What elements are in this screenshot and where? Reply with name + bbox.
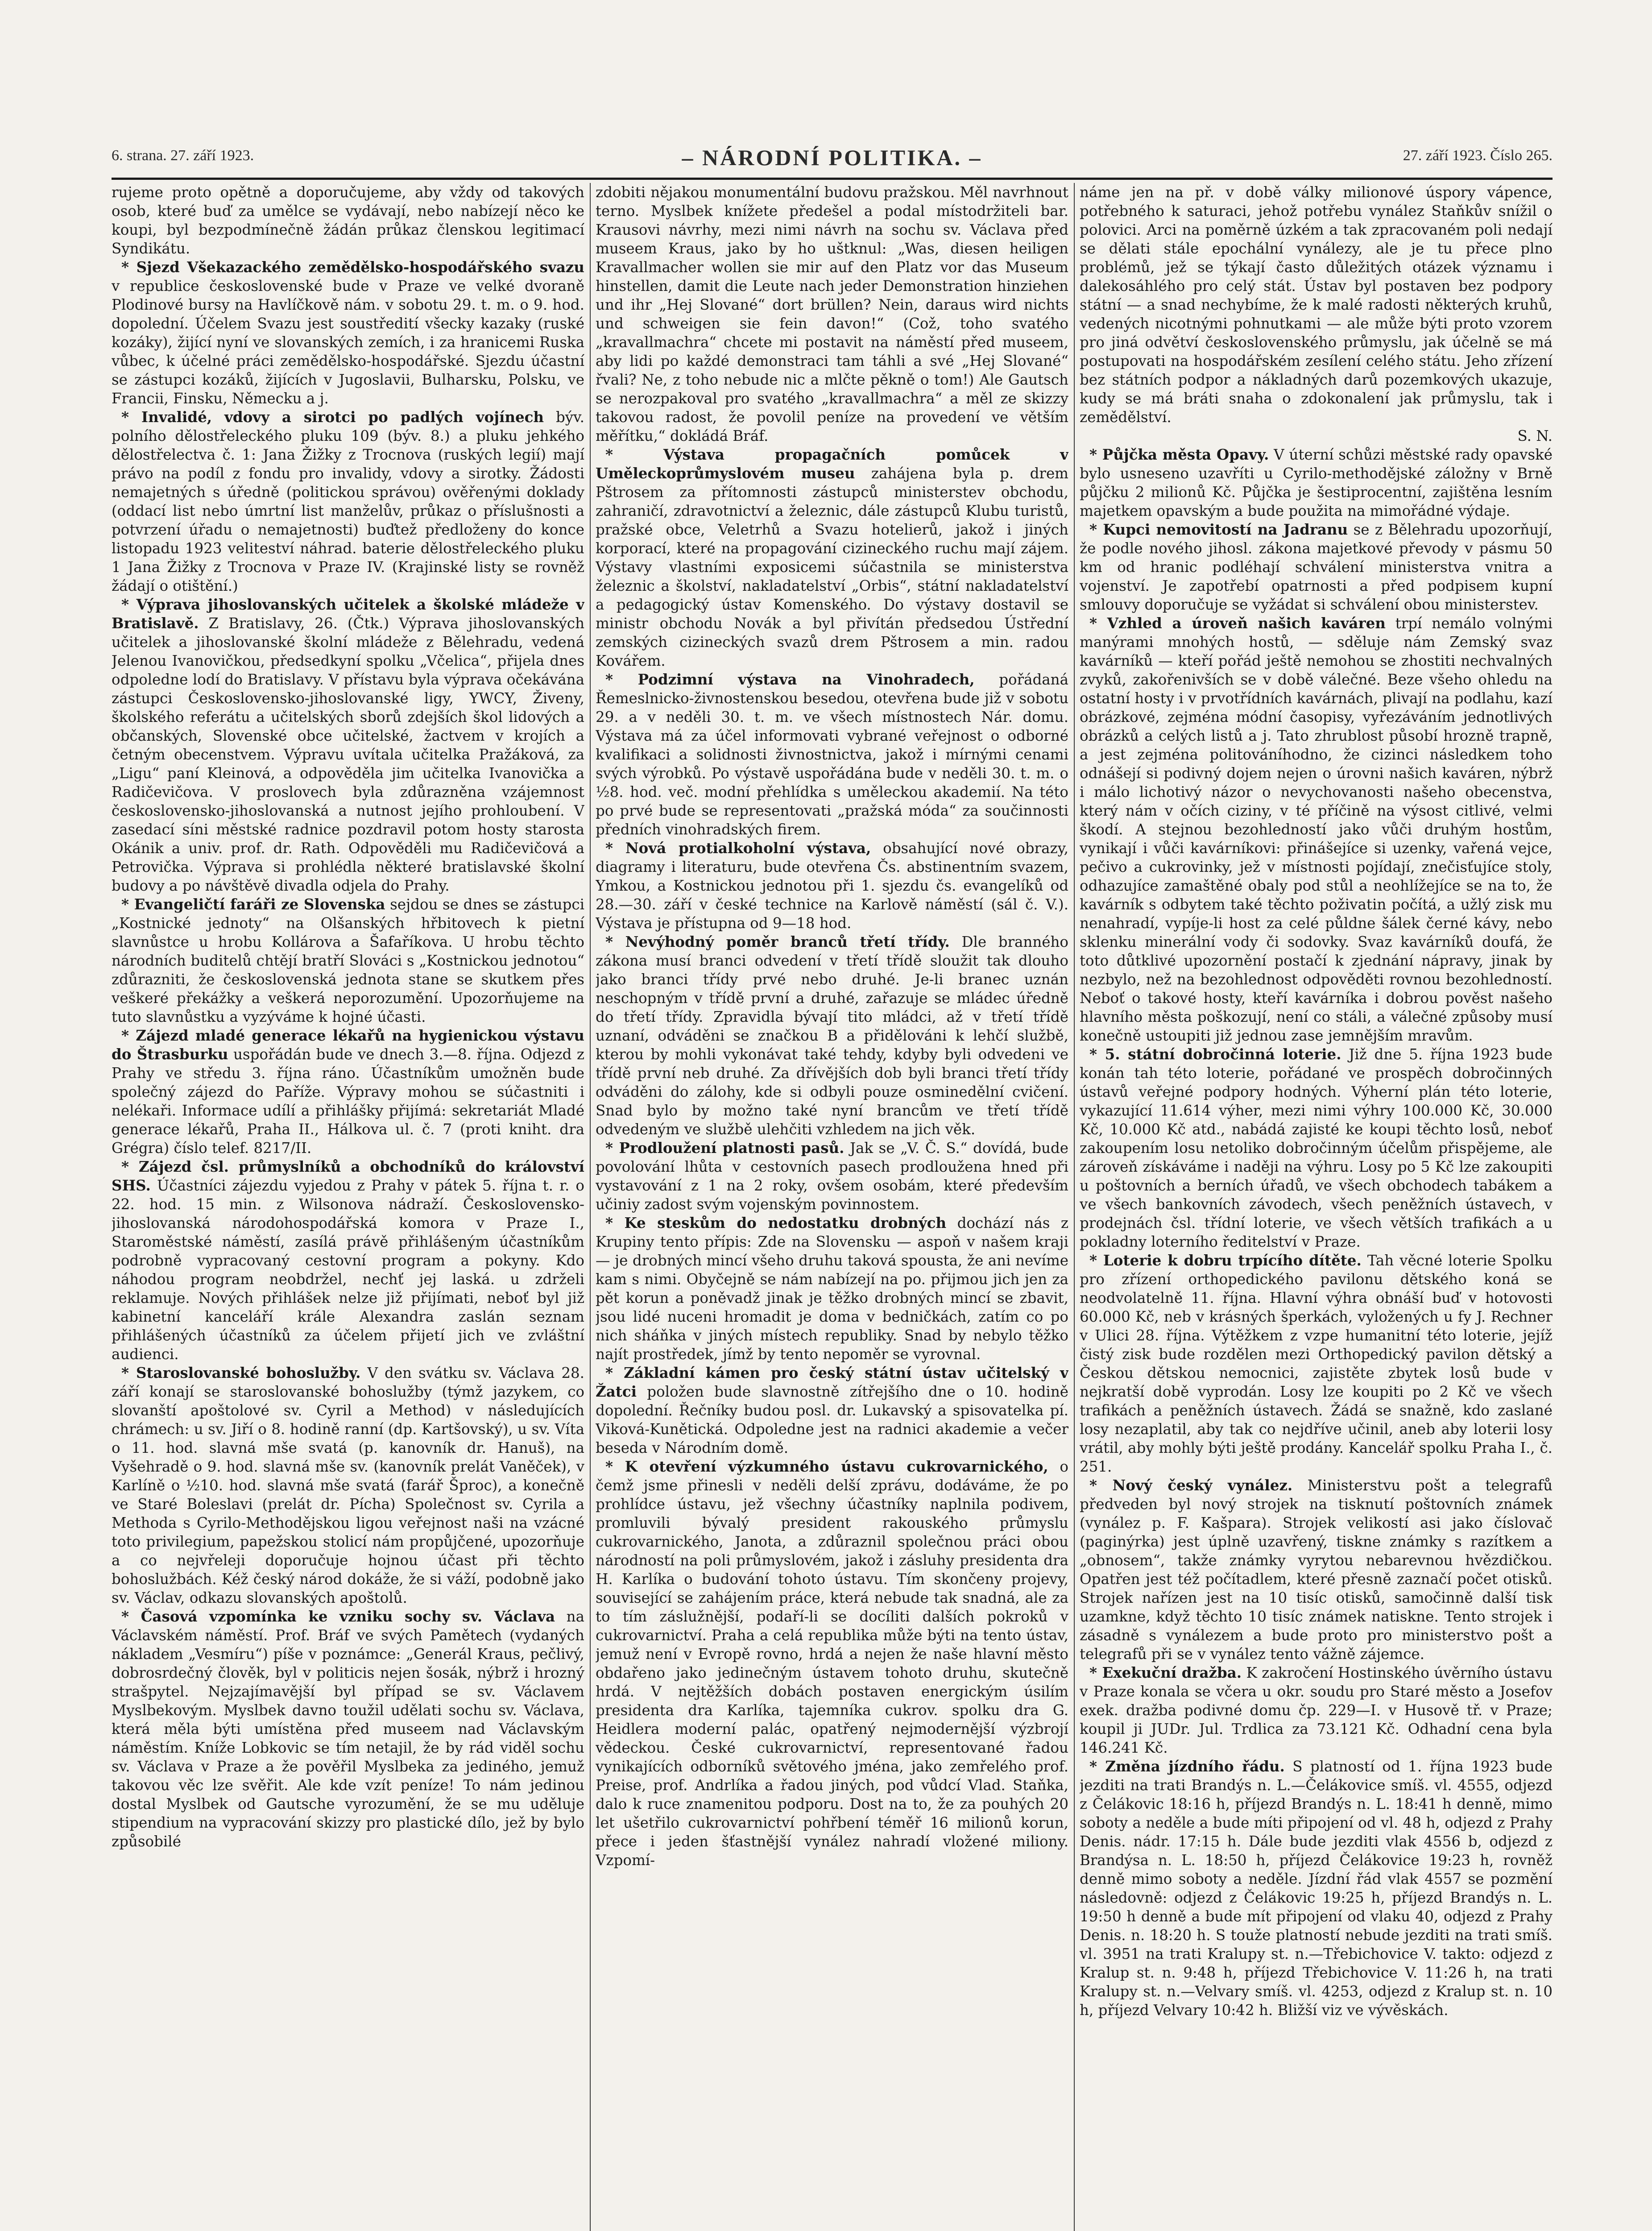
article-paragraph bbox=[596, 1457, 1068, 1870]
article-headline: Nový český vynález. bbox=[1112, 1476, 1293, 1494]
article-text: obsahující nové obrazy, diagramy i literaturu, bude otevřena Čs. abstinentním svazem, Ymkou, a Kostnickou jednotou při 1. sjezdu čs. evangelíků od 28.—30. září v české technice na Karlově náměstí (sál č. V.). Výstava je přístupna od 9—18 hod. bbox=[596, 840, 1068, 932]
bullet-mark: * bbox=[1089, 521, 1103, 538]
article-headline: Nevýhodný poměr branců třetí třídy. bbox=[625, 933, 950, 950]
bullet-mark: * bbox=[1089, 614, 1107, 632]
article-text: náme jen na př. v době války milionové úspory vápence, potřebného k saturaci, jehož potřebu vynález Staňkův snížil o polovici. Arci na poměrně úzkém a tak zpracovaném poli nedají se dělati stále epochální vynálezy, ale je tu přece plno problémů, jež se týkají často důležitých otázek významu i dalekosáhlého pro celý stát. Ústav byl postaven bez podpory státní — a snad nechybíme, že k malé radosti některých kruhů, vedených nicotnými pohnutkami — ale může býti proto vzorem pro jiná odvětví československého průmyslu, jak účelně se má postupovati na hospodářském zesílení celého státu. Jeho zřízení bez státních podpor a nákladných darů pozemkových ukazuje, kudy se má bráti snaha o zdokonalení jak průmyslu, tak i zemědělství. bbox=[1080, 184, 1553, 426]
article-paragraph bbox=[112, 1157, 584, 1364]
article-text: býv. polního dělostřeleckého pluku 109 (býv. 8.) a pluku jehkého dělostřelectva č. 1: Jana Žižky z Trocnova (ruských legií) mají právo na podíl z fondu pro invalidy, vdovy a sirotky. Žádosti nemajetných s úředně (politickou správou) ověřenými doklady (oddací list nebo úmrtní list manželův, průkaz o příslušnosti a potvrzení úřadu o nemajetnosti) buďtež předloženy do konce listopadu 1923 veliteství náhrad. baterie dělostřeleckého pluku 1 Jana Žižky z Trocnova v Praze IV. (Krajinské listy se rovněž žádají o otištění.) bbox=[112, 409, 584, 594]
article-text: o čemž jsme přinesli v neděli delší zprávu, dodáváme, že po prohlídce ústavu, jež všechny účastníky naplnila podivem, promluvili bývalý president rakouského průmyslu cukrovarnického, Janota, a zdůraznil společnou práci obou národností na poli průmyslovém, jakož i zásluhy presidenta dra H. Karlíka o budování tohoto ústavu. Tím skončeny projevy, související se zahájením práce, která nebude tak snadná, ale za to tím záslužnější, podaří-li se docíliti dalších pokroků v cukrovarnictví. Praha a celá republika může býti na tento ústav, jemuž není v Evropě rovno, hrdá a nejen že naše hlavní město obdařeno jako jedinečným ústavem tohoto druhu, skutečně hrdá. V nejtěžších dobách postaven energickým úsilím presidenta dra Karlíka, tajemníka cukrov. spolku dra G. Heidlera moderní palác, opatřený nejmodernější výzbrojí vědeckou. České cukrovarnictví, representované řadou vynikajících odborníků světového jména, jako zemřelého prof. Preise, prof. Andrlíka a řadou jiných, pod vůdcí Vlad. Staňka, dalo k ruce znamenitou podporu. Dost na to, že za pouhých 20 let ušetřilo cukrovarnictví pohřbení téměř 16 milionů korun, přece i jeden šťastnější vynález nahradí vložené miliony. Vzpomí- bbox=[596, 1458, 1068, 1869]
bullet-mark: * bbox=[605, 1458, 625, 1475]
article-paragraph bbox=[112, 1026, 584, 1157]
article-headline: Prodloužení platnosti pasů. bbox=[619, 1139, 845, 1157]
bullet-mark: * bbox=[605, 839, 625, 857]
bullet-mark: * bbox=[605, 933, 625, 950]
article-headline: Zájezd čsl. průmyslníků a obchodníků do království SHS. bbox=[112, 1158, 584, 1194]
article-headline: Nová protialkoholní výstava, bbox=[625, 839, 871, 857]
article-text: Účastníci zájezdu vyjedou z Prahy v pátek 5. října t. r. o 22. hod. 15 min. z Wilsonova nádraží. Československo-jihoslovanská národohospodářská komora v Praze I., Staroměstské náměstí, zasílá právě přihlášeným účastníkům podrobně vypracovaný cestovní program a pokyny. Kdo náhodou program neobdržel, nechť jej laská. u zdrželi reklamuje. Nových přihlášek nelze již přijímati, neboť byl již kabinetní kanceláří krále Alexandra zaslán seznam přihlášených účastníků za účelem přijetí jich ve zvláštní audienci. bbox=[112, 1177, 584, 1363]
article-paragraph bbox=[1080, 614, 1553, 1045]
article-headline: K otevření výzkumného ústavu cukrovarnického, bbox=[625, 1458, 1048, 1475]
header-date-issue: 27. září 1923. Číslo 265. bbox=[1403, 147, 1553, 164]
article-headline: Změna jízdního řádu. bbox=[1105, 1758, 1285, 1775]
article-headline: Časová vzpomínka ke vzniku sochy sv. Václava bbox=[141, 1608, 555, 1625]
article-text: Z Bratislavy, 26. (Čtk.) Výprava jihoslovanských učitelek a jihoslovanské školní mládeže z Bělehradu, vedená Jelenou Ivanovičkou, předsedkyní spolku „Včelica“, přijela dnes odpoledne lodí do Bratislavy. V přístavu byla výprava očekávána zástupci Československo-jihoslovanské ligy, YWCY, Živeny, školského referátu a učitelských sborů zdejších škol lidových a občanských, Slovenské obce učitelské, žactvem v krojích a četným obecenstvem. Výpravu uvítala učitelka Pražáková, za „Ligu“ paní Kleinová, a odpověděla jim učitelka Ivanovička a Radičevičova. V proslovech byla zdůrazněna vzájemnost československo-jihoslovanská a nutnost jejího prohloubení. V zasedací síni městské radnice pozdravil potom hosty starosta Okánik a univ. prof. dr. Rath. Odpověděli mu Radičevičová a Petrovička. Výprava si prohlédla některé bratislavské školní budovy a po návštěvě divadla odjela do Prahy. bbox=[112, 615, 584, 894]
article-text: zahájena byla p. drem Pštrosem za přítomnosti zástupců ministerstev obchodu, zahraničí, zdravotnictví a železnic, dále zástupců Klubu turistů, pražské obce, Veletrhů a Svazu hotelierů, jakož i jiných korporací, které na propagování cizineckého ruchu mají zájem. Výstavy vlastními exposicemi súčastnila se ministerstva železnic a školství, nakladatelství „Orbis“, státní nakladatelství a pedagogický ústav Komenského. Do výstavy dostavil se ministr obchodu Novák a byl přivítán předsedou Ústřední zemských cizineckých svazů drem Pštrosem a min. radou Kovářem. bbox=[596, 465, 1068, 669]
article-headline: Staroslovanské bohoslužby. bbox=[136, 1364, 361, 1381]
article-headline: Invalidé, vdovy a sirotci po padlých vojínech bbox=[141, 408, 544, 426]
article-text: zdobiti nějakou monumentální budovu pražskou. Měl navrhnout terno. Myslbek knížete předešel a podal místodržiteli bar. Krausovi návrhy, mezi nimi návrh na sochu sv. Václava před museem Kraus, jako by ho uštknul: „Was, diesen heiligen Kravallmacher wollen sie mir auf den Platz vor das Museum hinstellen, damit die Leute nach jeder Demonstration hinziehen und ihr „Hej Slované“ dort brüllen? Nein, daraus wird nichts und schweigen sie fein davon!“ (Což, toho svatého „kravallmachra“ chcete mi postavit na náměstí před museem, aby lidi po každé demonstraci tam táhli a své „Hej Slované“ řvali? Ne, z toho nebude nic a mlčte pěkně o tom!) Ale Gautsch se nerozpakoval pro svatého „kravallmachra“ a měl ze skizzy takovou radost, že povolil peníze na provedení ve větším měřítku,“ dokládá Bráf. bbox=[596, 184, 1068, 444]
article-text: K zakročení Hostinského úvěrního ústavu v Praze konala se včera u okr. soudu pro Staré město a Josefov exek. dražba podivné domu čp. 229—I. v Husově tř. v Praze; koupil ji JUDr. Jul. Trdlica za 73.121 Kč. Odhadní cena byla 146.241 Kč. bbox=[1080, 1664, 1553, 1756]
article-paragraph bbox=[112, 408, 584, 595]
article-paragraph bbox=[1080, 1045, 1553, 1251]
article-text: se z Bělehradu upozorňují, že podle nového jihosl. zákona majetkové převody v pásmu 50 km od hranic podléhají schválení ministerstva vnitra a vojenství. Je zapotřebí opatrnosti a před podpisem kupní smlouvy doporučuje se vyžádat si schválení obou ministerstev. bbox=[1080, 521, 1553, 613]
article-paragraph bbox=[596, 1364, 1068, 1457]
article-paragraph bbox=[1080, 1663, 1553, 1757]
article-headline: Výprava jihoslovanských učitelek a školské mládeže v Bratislavě. bbox=[112, 596, 584, 632]
column-3 bbox=[1080, 183, 1553, 2231]
column-1 bbox=[112, 183, 584, 2231]
bullet-mark: * bbox=[605, 1139, 619, 1157]
header-rule bbox=[112, 178, 1553, 180]
bullet-mark: * bbox=[1089, 1476, 1113, 1494]
column-divider bbox=[590, 183, 591, 2231]
bullet-mark: * bbox=[121, 1027, 136, 1044]
bullet-mark: * bbox=[1089, 1045, 1105, 1063]
article-text: uspořádán bude ve dnech 3.—8. října. Odjezd z Prahy ve středu 3. října ráno. Účastníkům umožněn bude společný zájezd do Paříže. Výpravy mohou se súčastniti i nelékaři. Informace udílí a přihlášky přijímá: sekretariát Mladé generace lékařů, Praha II., Hálkova ul. č. 7 (proti kniht. dra Grégra) číslo telef. 8217/II. bbox=[112, 1046, 584, 1157]
article-text: Dle branného zákona musí branci odvedení v třetí třídě sloužit tak dlouho jako branci třídy prvé nebo druhé. Je-li branec uznán neschopným v třídě první a druhé, zařazuje se mládec úředně do třetí třídy. Zpravidla bývají tito mládci, až v třetí třídě uznaní, odváděni se značkou B a přidělováni k lehčí službě, kterou by mohli vykonávat také tehdy, kdyby byli odvedeni ve třídě první neb druhé. Za dřívějších dob byli branci třetí třídy odváděni do zálohy, kde si odbyli pouze osminedělní cvičení. Snad bylo by možno také nyní brancům ve třetí třídě odvedeným ve službě ulehčiti vzhledem na jich věk. bbox=[596, 933, 1068, 1138]
article-paragraph bbox=[1080, 183, 1553, 427]
article-text: V úterní schůzi městské rady opavské bylo usneseno uzavříti u Cyrilo-methodějské záložny v Brně půjčku 2 milionů Kč. Půjčka je šestiprocentní, zajištěna lesním majetkem opavským a bude použita na mimořádné výdaje. bbox=[1080, 446, 1553, 519]
article-paragraph bbox=[112, 183, 584, 258]
bullet-mark: * bbox=[121, 1158, 139, 1175]
article-headline: Vzhled a úroveň našich kaváren bbox=[1107, 614, 1386, 632]
article-paragraph bbox=[112, 895, 584, 1026]
header-page-date: 6. strana. 27. září 1923. bbox=[112, 147, 254, 164]
article-paragraph bbox=[1080, 520, 1553, 614]
article-paragraph bbox=[596, 839, 1068, 933]
article-text: pořádaná Řemeslnicko-živnostenskou besedou, otevřena bude již v sobotu 29. a v neděli 30. t. m. ve všech místnostech Nár. domu. Výstava má za účel informovati vybrané veřejnost o odborné kvalifikaci a solidnosti živnostnictva, jakož i mírnými cenami svých výrobků. Po výstavě uspořádána bude v neděli 30. t. m. o ½8. hod. več. modní přehlídka s uměleckou akademií. Na této po prvé bude se representovati „pražská móda“ za součinnosti předních vinohradských firem. bbox=[596, 671, 1068, 838]
article-signature: S. N. bbox=[1517, 427, 1553, 444]
article-text: rujeme proto opětně a doporučujeme, aby vždy od takových osob, které buď za umělce se vydávají, nebo nabízejí něco ke koupi, byl bezpodmínečně žádán průkaz členskou legitimací Syndikátu. bbox=[112, 184, 584, 257]
bullet-mark: * bbox=[605, 1364, 624, 1381]
article-text: Ministerstvu pošt a telegrafů předveden byl nový strojek na tisknutí poštovních známek (vynález p. F. Kašpara). Strojek velikostí asi jako číslovač (paginýrka) jest úplně uzavřený, tiskne známky s razítkem a „obnosem“, takže známky vyrytou nebarevnou hvězdičkou. Opatřen jest též počítadlem, které přesně zaznačí počet otisků. Strojek nařízen jest na 10 tisíc otisků, samočinně další tisk uzamkne, když těchto 10 tisíc známek natiskne. Tento strojek i zásadně s vynálezem a bude proto pro ministerstvo pošt a telegrafů při se v vynález tento vážně zájemce. bbox=[1080, 1477, 1553, 1663]
column-divider bbox=[1074, 183, 1075, 2231]
bullet-mark: * bbox=[1089, 446, 1102, 463]
article-paragraph bbox=[112, 258, 584, 408]
article-text: Jak se „V. Č. S.“ dovídá, bude povolování lhůta v cestovních pasech prodloužena hned při vystavování z 1 na 2 roky, ovšem osobám, které především učiniy zadost svým vojenským povinnostem. bbox=[596, 1140, 1068, 1213]
article-headline: Zájezd mladé generace lékařů na hygienickou výstavu do Štrasburku bbox=[112, 1027, 584, 1063]
bullet-mark: * bbox=[121, 1364, 137, 1381]
article-paragraph bbox=[596, 1139, 1068, 1214]
article-paragraph bbox=[112, 595, 584, 895]
article-headline: 5. státní dobročinná loterie. bbox=[1105, 1045, 1341, 1063]
article-paragraph bbox=[596, 1214, 1068, 1364]
article-paragraph bbox=[596, 933, 1068, 1139]
bullet-mark: * bbox=[121, 896, 134, 913]
article-paragraph bbox=[1080, 1251, 1553, 1476]
article-text: sejdou se dnes se zástupci „Kostnické jednoty“ na Olšanských hřbitovech k pietní slavnůstce u hrobu Kollárova a Šafaříkova. U hrobu těchto národních buditelů chtějí bratří Slováci s „Kostnickou jednotou“ zdůrazniti, že československá jednota stane se skutkem přes veškeré překážky a veškerá neporozumění. Upozorňujeme na tuto slavnůstku a vyzýváme k hojné účasti. bbox=[112, 896, 584, 1025]
bullet-mark: * bbox=[1089, 1758, 1105, 1775]
article-text: S platností od 1. října 1923 bude jezditi na trati Brandýs n. L.—Čelákovice smíš. vl. 4555, odjezd z Čelákovic 18:16 h, příjezd Brandýs n. L. 18:41 h denně, mimo soboty a neděle a bude míti připojení od vl. 48 h, odjezd z Prahy Denis. nádr. 17:15 h. Dále bude jezditi vlak 4556 b, odjezd z Brandýsa n. L. 18:50 h, příjezd Čelákovice 19:23 h, rovněž denně mimo soboty a neděle. Jízdní řád vlak 4557 se pozmění následovně: odjezd z Čelákovic 19:25 h, příjezd Brandýs n. L. 19:50 h denně a bude mít připojení od vlaku 40, odjezd z Prahy Denis. n. 18:20 h. S touže platností nebude jezditi na trati smíš. vl. 3951 na trati Kralupy st. n.—Třebichovice V. takto: odjezd z Kralup st. n. 9:48 h, příjezd Třebichovice V. 11:26 h, na trati Kralupy st. n.—Velvary smíš. vl. 4253, odjezd z Kralup st. n. 10 h, příjezd Velvary 10:42 h. Bližší viz ve vývěskách. bbox=[1080, 1758, 1553, 2019]
article-headline: Evangeličtí faráři ze Slovenska bbox=[134, 896, 385, 913]
bullet-mark: * bbox=[605, 446, 663, 463]
column-2 bbox=[596, 183, 1068, 2231]
page-header bbox=[112, 147, 1553, 174]
article-paragraph bbox=[596, 183, 1068, 445]
article-text: Již dne 5. října 1923 bude konán tah této loterie, pořádané ve prospěch dobročinných ústavů veřejné podpory hodných. Výherní plán této loterie, vykazující 11.614 výher, mezi nimi výhry 100.000 Kč, 30.000 Kč, 10.000 Kč atd., nabádá zajisté ke koupi těchto losů, neboť zakoupením losu netoliko dobročinným účelům přispějeme, ale zároveň získáváme i naději na výhru. Losy po 5 Kč lze zakoupiti u poštovních a berních úřadů, ve všech obchodech tabákem a ve všech bankovních závodech, všech peněžních ústavech, v prodejnách čsl. třídní loterie, ve všech větších trafikách a u pokladny loterního ředitelství v Praze. bbox=[1080, 1046, 1553, 1250]
bullet-mark: * bbox=[121, 1608, 141, 1625]
article-paragraph bbox=[112, 1364, 584, 1607]
article-paragraph bbox=[1080, 1757, 1553, 2020]
bullet-mark: * bbox=[1089, 1664, 1102, 1681]
bullet-mark: * bbox=[121, 596, 137, 613]
article-headline: Sjezd Všekazackého zemědělsko-hospodářského svazu bbox=[136, 258, 584, 276]
article-text: dochází nás z Krupiny tento přípis: Zde na Slovensku — aspoň v našem kraji — je drobných mincí všeho druhu taková spousta, že ani nevíme kam s nimi. Obyčejně se nám nabízejí na po. přijmou jich jen za pět korun a poněvadž jinak je těžko drobných mincí se zbavit, jsou lidé nuceni hromadit je doma v bedničkách, zatím co po nich sháňka v jiných místech republiky. Snad by nebylo těžko najít prostředek, jímž by tento nepoměr se vyrovnal. bbox=[596, 1215, 1068, 1363]
article-text: v republice československé bude v Praze ve velké dvoraně Plodinové bursy na Havlíčkově nám. v sobotu 29. t. m. o 9. hod. dopolední. Účelem Svazu jest soustředití všecky kazaky (ruské kozáky), žijící nyní ve slovanských zemích, i za hranicemi Ruska vůbec, k účelné práci zemědělsko-hospodářské. Sjezdu účastní se zástupci kozáků, žijících v Jugoslavii, Bulharsku, Polsku, ve Francii, Finsku, Německu a j. bbox=[112, 278, 584, 407]
article-text: na Václavském náměstí. Prof. Bráf ve svých Pamětech (vydaných nákladem „Vesmíru“) píše v poznámce: „Generál Kraus, pečlivý, dobrosrdečný člověk, byl v politicis nejen šosák, nýbrž i hrozný strašpytel. Nejzajímavější byl případ se sv. Václavem Myslbekovým. Myslbek davno toužil udělati sochu sv. Václava, která měla býti umístěna před museem nad Václavským náměstím. Kníže Lobkovic se tím netajil, že by rád viděl sochu sv. Václava v Praze a že pověřil Myslbeka za jediného, jemuž takovou věc lze svěřit. Ale kde vzít peníze! To nám jedinou dostal Myslbek od Gautsche vyrozumění, že se mu uděluje stipendium na vypracování skizzy pro plastické dílo, jež by bylo způsobilé bbox=[112, 1608, 584, 1850]
article-headline: Základní kámen pro český státní ústav učitelský v Žatci bbox=[596, 1364, 1068, 1400]
article-headline: Kupci nemovitostí na Jadranu bbox=[1103, 521, 1348, 538]
masthead-title: – NÁRODNÍ POLITIKA. – bbox=[682, 145, 982, 170]
bullet-mark: * bbox=[121, 258, 137, 276]
article-text: Tah věcné loterie Spolku pro zřízení orthopedického pavilonu dětského koná se neodvolatelně 11. října. Hlavní výhra obnáší buď v hotovosti 60.000 Kč, neb v krásných šperkách, vyložených u fy J. Rechner v Ulici 28. října. Výtěžkem z vzpe humanitní této loterie, jejíž čistý zisk bude rozdělen mezi Orthopedický pavilon dětský a Českou dětskou nemocnici, zajistěte zbytek losů bude v nejkratší době vyprodán. Losy lze koupiti po 2 Kč ve všech trafikách a peněžních ústavech. Žádá se snažně, kdo zaslané losy nezaplatil, aby tak co nejdříve učinil, aneb aby loterii losy vrátil, aby mohly býti ještě prodány. Kancelář spolku Praha I., č. 251. bbox=[1080, 1252, 1553, 1475]
article-text: položen bude slavnostně zítřejšího dne o 10. hodině dopolední. Řečníky budou posl. dr. Lukavský a spisovatelka pí. Viková-Kunětická. Odpoledne jest na radnici akademie a večer beseda v Národním domě. bbox=[596, 1383, 1068, 1456]
bullet-mark: * bbox=[121, 408, 141, 426]
article-headline: Výstava propagačních pomůcek v Uměleckoprůmyslovém museu bbox=[596, 446, 1068, 482]
article-paragraph bbox=[1080, 445, 1553, 520]
bullet-mark: * bbox=[1089, 1252, 1103, 1269]
article-headline: Podzimní výstava na Vinohradech, bbox=[638, 671, 975, 688]
article-text: V den svátku sv. Václava 28. září konají se staroslovanské bohoslužby (týmž jazykem, co slovanští apoštolové sv. Cyril a Method) v následujících chrámech: u sv. Jiří o 8. hodině ranní (dp. Kartšovský), u sv. Víta o 11. hod. slavná mše svatá (p. kanovník dr. Hanuš), na Vyšehradě o 9. hod. slavná mše sv. (kanovník prelát Vaněček), v Karlíně o ½10. hod. slavná mše svatá (farář Šproc), a konečně ve Staré Boleslavi (prelát dr. Pícha) Společnost sv. Cyrila a Methoda s Cyrilo-Methodějskou ligou veřejnost naši na vzácné toto privilegium, papežskou stolicí nám propůjčené, upozorňuje a co nejvřeleji doporučuje hojnou účast při těchto bohoslužbách. Kéž český národ dokáže, že si váží, podobně jako sv. Václav, odkazu slovanských apoštolů. bbox=[112, 1364, 584, 1606]
article-headline: Loterie k dobru trpícího dítěte. bbox=[1103, 1252, 1362, 1269]
article-text: trpí nemálo volnými manýrami mnohých hostů, — sděluje nám Zemský svaz kavárníků — kteří pořád ještě nemohou se zhostiti nechvalných zvyků, zakořenivších se v době válečné. Beze všeho ohledu na ostatní hosty i v prvotřídních kavárnách, plivají na podlahu, kazí obrázkové, zejména módní časopisy, vyřezáváním jednotlivých obrázků a celých listů a j. Tato zhrublost působí hrozně trapně, a jest zejména politováníhodno, že cizinci následkem toho odnášejí si podivný dojem nejen o úrovni našich kaváren, nýbrž i málo lichotivý názor o nevychovanosti našeho obecenstva, který nám v očích ciziny, v té příčině na výsost citlivé, velmi škodí. A stejnou bezohledností jako vůči druhým hostům, vynikají i vůči kavárníkovi: přinášejíce si uzenky, vařená vejce, pečivo a cukrovinky, jež v místnosti pojídají, znečisťujíce stoly, odhazujíce zamaštěné obaly pod stůl a neohlížejíce se na to, že kavárník s odbytem také těchto poživatin počítá, a užlý zisk mu nenahradí, vypíje-li host za celé půldne šálek černé kávy, nebo sklenku minerální vody či sodovky. Svaz kavárníků doufá, že toto důtklivé upozornění postačí k zjednání nápravy, jinak by nezbylo, než na bezohlednost odpověděti rovnou bezohledností. Neboť o takové hosty, kteří kavárníka i dobrou pověst našeho hlavního města poškozují, není co stáli, a válečné způsoby musí konečně ustoupiti již jednou zase jemnějším mravům. bbox=[1080, 615, 1553, 1044]
bullet-mark: * bbox=[605, 671, 638, 688]
article-paragraph bbox=[596, 445, 1068, 670]
article-paragraph bbox=[1080, 1476, 1553, 1663]
article-paragraph bbox=[596, 670, 1068, 839]
article-headline: Ke steskům do nedostatku drobných bbox=[624, 1214, 947, 1232]
article-headline: Půjčka města Opavy. bbox=[1102, 446, 1269, 463]
article-paragraph bbox=[112, 1607, 584, 1851]
article-headline: Exekuční dražba. bbox=[1102, 1664, 1242, 1681]
bullet-mark: * bbox=[605, 1214, 625, 1232]
